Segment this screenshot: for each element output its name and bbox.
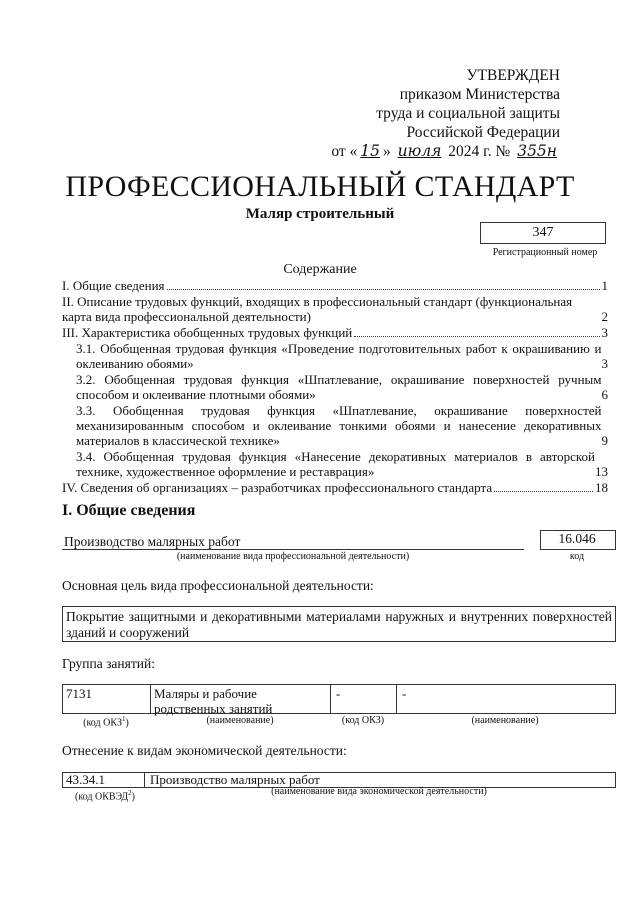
group-divider bbox=[396, 684, 397, 714]
group-name-1: Маляры и рабочие родственных занятий bbox=[154, 686, 273, 716]
registration-number-box: 347 bbox=[480, 222, 606, 244]
approval-block bbox=[0, 66, 560, 161]
group-divider bbox=[330, 684, 331, 714]
group-name-1-caption: (наименование) bbox=[206, 715, 274, 726]
group-name-2-caption: (наименование) bbox=[471, 715, 539, 726]
toc-item[interactable]: 3.2. Обобщенная трудовая функция «Шпатлевание, окрашивание поверхностей ручным способом и оклеивание плотными обоями» 6 bbox=[76, 372, 608, 402]
approval-country-line: Российской Федерации bbox=[406, 124, 560, 141]
table-of-contents bbox=[62, 278, 608, 496]
toc-item[interactable]: 3.3. Обобщенная трудовая функция «Шпатлевание, окрашивание поверхностей механизированным способом и оклеивание тонкими обоями и нанесение декоративных материалов в классической технике» 9 bbox=[76, 403, 608, 448]
activity-name-caption: (наименование вида профессиональной деятельности) bbox=[176, 551, 410, 562]
goal-text: Покрытие защитными и декоративными материалами наружных и внутренних поверхностей зданий и сооружений bbox=[66, 609, 612, 640]
activity-code-caption: код bbox=[569, 551, 585, 562]
approval-month: июля bbox=[397, 142, 442, 160]
document-title: ПРОФЕССИОНАЛЬНЫЙ СТАНДАРТ bbox=[65, 170, 575, 203]
econ-label: Отнесение к видам экономической деятельности: bbox=[62, 743, 347, 758]
toc-item[interactable]: 3.4. Обобщенная трудовая функция «Нанесение декоративных материалов в авторской технике, художественное оформление и реставрация» 13 bbox=[76, 449, 608, 479]
group-code-1-caption: (код ОКЗ$^1$) bbox=[83, 715, 129, 729]
approval-date-line: от « 15 » июля 2024 г. № 355н bbox=[0, 142, 560, 161]
section-title: I. Общие сведения bbox=[62, 502, 196, 519]
activity-code: 16.046 bbox=[558, 531, 596, 546]
document-subtitle: Маляр строительный bbox=[245, 206, 395, 222]
approval-ministry-line: труда и социальной защиты bbox=[376, 105, 560, 122]
approval-number: 355н bbox=[517, 142, 557, 160]
registration-number-label: Регистрационный номер bbox=[492, 247, 598, 258]
toc-item[interactable]: III. Характеристика обобщенных трудовых функций 3 bbox=[62, 325, 608, 340]
approval-day: 15 bbox=[360, 142, 381, 160]
econ-name-caption: (наименование вида экономической деятельности) bbox=[271, 786, 487, 797]
toc-item[interactable]: 3.1. Обобщенная трудовая функция «Проведение подготовительных работ к окрашиванию и оклеиванию обоями» 3 bbox=[76, 341, 608, 371]
toc-item[interactable]: II. Описание трудовых функций, входящих в профессиональный стандарт (функциональная карта вида профессиональной деятельности) 2 bbox=[62, 294, 608, 324]
toc-item[interactable]: IV. Сведения об организациях – разработчиках профессионального стандарта 18 bbox=[62, 480, 608, 495]
activity-name: Производство малярных работ bbox=[64, 534, 241, 549]
group-code-2-caption: (код ОКЗ) bbox=[341, 715, 385, 726]
approval-order-line: приказом Министерства bbox=[399, 86, 560, 103]
group-code-1: 7131 bbox=[66, 686, 92, 701]
econ-code-caption: (код ОКВЭД$^2$) bbox=[75, 789, 135, 803]
toc-heading: Содержание bbox=[283, 262, 357, 277]
group-name-2: - bbox=[402, 686, 407, 701]
econ-name: Производство малярных работ bbox=[150, 772, 320, 787]
econ-code: 43.34.1 bbox=[66, 772, 105, 787]
toc-item[interactable]: I. Общие сведения 1 bbox=[62, 278, 608, 293]
group-label: Группа занятий: bbox=[62, 656, 155, 671]
approval-title: УТВЕРЖДЕН bbox=[466, 67, 560, 84]
group-divider bbox=[150, 684, 151, 714]
group-code-2: - bbox=[336, 686, 341, 701]
goal-label: Основная цель вида профессиональной деятельности: bbox=[62, 578, 374, 593]
